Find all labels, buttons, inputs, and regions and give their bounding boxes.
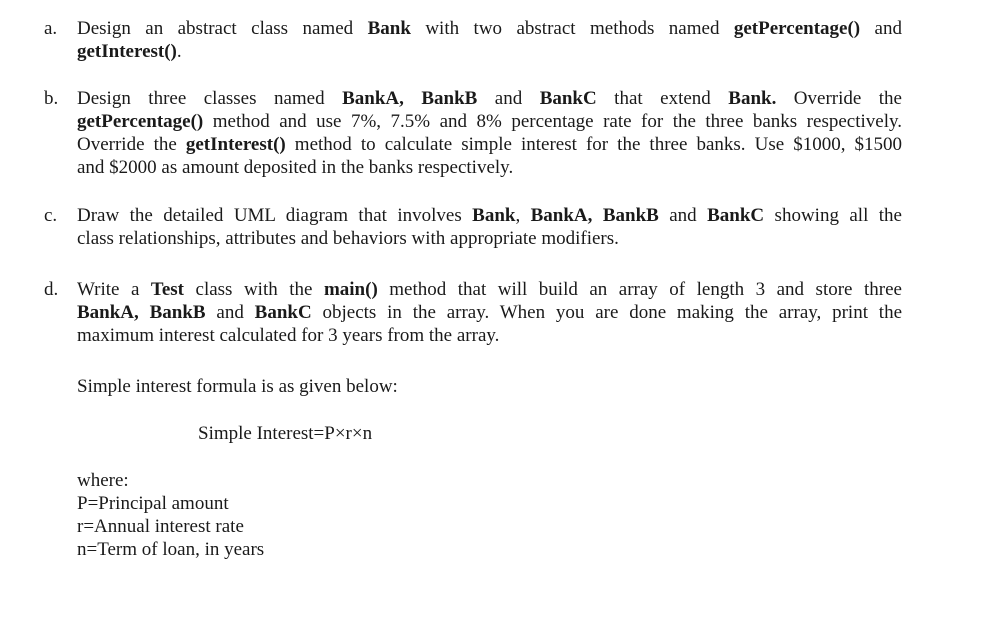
text-run: and — [860, 18, 902, 39]
text-line — [77, 324, 902, 347]
formula-intro: Simple interest formula is as given below: — [77, 376, 398, 397]
item-letter-c: c. — [44, 205, 58, 226]
item-letter-d: d. — [44, 279, 59, 300]
text-run: objects in the array. When you are done making the array, print the — [311, 302, 903, 323]
text-run: method that will build an array of length 3 and store three — [377, 279, 902, 300]
bold-term: getInterest() — [185, 134, 286, 155]
bold-term: BankC — [539, 88, 597, 109]
bold-term: BankC — [707, 205, 765, 226]
text-run: Write a — [77, 279, 151, 300]
item-letter-a: a. — [44, 18, 58, 39]
text-line — [77, 156, 902, 179]
formula: Simple Interest=P×r×n — [198, 423, 373, 444]
text-line — [77, 110, 902, 133]
definition-term: n=Term of loan, in years — [77, 539, 265, 560]
text-line — [77, 301, 902, 324]
question-item-d — [44, 278, 902, 347]
text-run: , — [515, 205, 531, 226]
bold-term: Bank — [367, 18, 411, 39]
bold-term: getPercentage() — [77, 111, 204, 132]
item-text-c — [77, 204, 902, 250]
definition-principal: P=Principal amount — [77, 493, 229, 514]
text-run: class relationships, attributes and behaviors with appropriate modifiers. — [77, 228, 619, 249]
item-letter-b: b. — [44, 88, 59, 109]
text-run: and $2000 as amount deposited in the banks respectively. — [77, 157, 514, 178]
text-run: Design three classes named — [77, 88, 343, 109]
text-run: method to calculate simple interest for the three banks. Use $1000, $1500 — [285, 134, 903, 155]
bold-term: getInterest() — [77, 41, 177, 62]
question-item-b — [44, 87, 902, 179]
text-run: Override the — [77, 134, 186, 155]
text-line — [77, 133, 902, 156]
text-line — [77, 227, 902, 250]
bold-term: BankA, BankB — [77, 302, 206, 323]
text-line — [77, 17, 902, 40]
text-line — [77, 278, 902, 301]
definition-rate: r=Annual interest rate — [77, 516, 244, 537]
where-label: where: — [77, 470, 129, 491]
text-run: and — [477, 88, 540, 109]
bold-term: Bank. — [728, 88, 777, 109]
item-text-a — [77, 17, 902, 63]
question-item-c — [44, 204, 902, 250]
item-text-d — [77, 278, 902, 347]
bold-term: getPercentage() — [733, 18, 861, 39]
text-line — [77, 87, 902, 110]
text-line — [77, 40, 902, 63]
text-run: . — [176, 41, 182, 62]
bold-term: Test — [150, 279, 185, 300]
question-item-a — [44, 17, 902, 63]
item-text-b — [77, 87, 902, 179]
text-run: with two abstract methods named — [410, 18, 734, 39]
bold-term: BankA, BankB — [530, 205, 659, 226]
text-run: class with the — [184, 279, 324, 300]
text-run: method and use 7%, 7.5% and 8% percentage rate for the three banks respectively. — [203, 111, 902, 132]
text-line — [77, 204, 902, 227]
text-run: and — [205, 302, 255, 323]
text-run: and — [658, 205, 708, 226]
text-run: maximum interest calculated for 3 years from the array. — [77, 325, 500, 346]
text-run: Design an abstract class named — [77, 18, 368, 39]
bold-term: Bank — [472, 205, 516, 226]
text-run: Draw the detailed UML diagram that involves — [77, 205, 473, 226]
text-run: that extend — [596, 88, 729, 109]
bold-term: BankC — [254, 302, 312, 323]
bold-term: BankA, BankB — [342, 88, 478, 109]
text-run: Override the — [776, 88, 902, 109]
bold-term: main() — [323, 279, 378, 300]
text-run: showing all the — [764, 205, 902, 226]
